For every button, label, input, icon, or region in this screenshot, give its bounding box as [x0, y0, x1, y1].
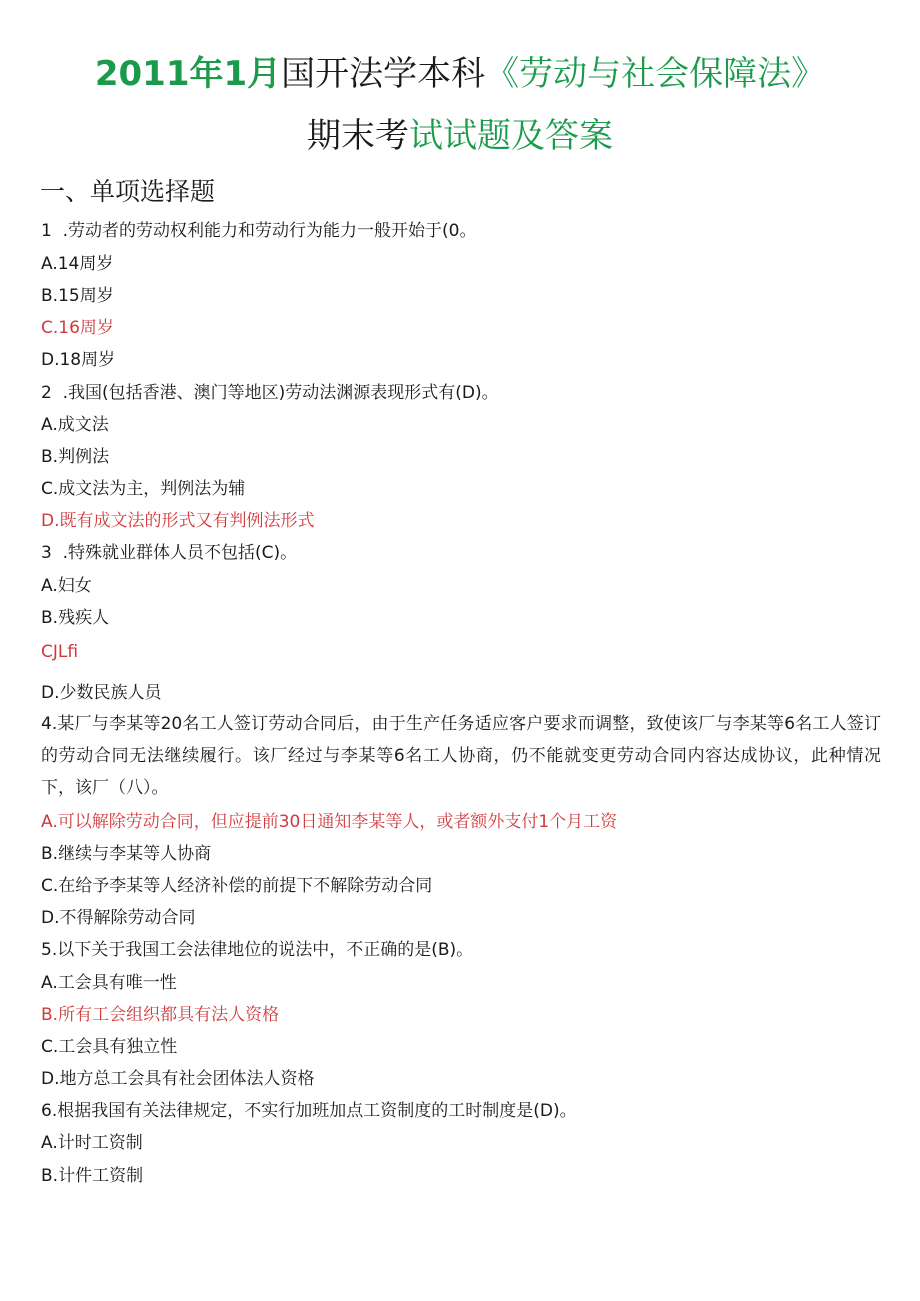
q3-option-a: A.妇女: [41, 576, 92, 596]
q4-option-c: C.在给予李某等人经济补偿的前提下不解除劳动合同: [41, 876, 433, 896]
section-heading: 一、单项选择题: [40, 177, 216, 206]
q3-option-c-answer: CJLfi: [41, 642, 79, 662]
title-program: 国开法学本科: [281, 54, 486, 94]
q1-option-c-answer: C.16周岁: [41, 318, 114, 338]
q5-option-d: D.地方总工会具有社会团体法人资格: [41, 1069, 315, 1089]
q1-option-b: B.15周岁: [41, 286, 114, 306]
document-title-line-1: [0, 52, 920, 96]
q2-option-c: C.成文法为主，判例法为辅: [41, 479, 246, 499]
q6-option-b: B.计件工资制: [41, 1166, 144, 1186]
q3-option-d: D.少数民族人员: [41, 683, 162, 703]
document-title-line-2: [0, 114, 920, 158]
question-3-stem: 3 .特殊就业群体人员不包括(C)。: [41, 543, 298, 563]
question-2-stem: 2 .我国(包括香港、澳门等地区)劳动法渊源表现形式有(D)。: [41, 383, 499, 403]
question-1-stem: 1 .劳动者的劳动权利能力和劳动行为能力一般开始于(0。: [41, 221, 477, 241]
q2-option-b: B.判例法: [41, 447, 110, 467]
q5-option-c: C.工会具有独立性: [41, 1037, 178, 1057]
q2-option-d-answer: D.既有成文法的形式又有判例法形式: [41, 511, 315, 531]
q1-option-d: D.18周岁: [41, 350, 116, 370]
q1-option-a: A.14周岁: [41, 254, 114, 274]
q4-option-d: D.不得解除劳动合同: [41, 908, 196, 928]
question-6-stem: 6.根据我国有关法律规定，不实行加班加点工资制度的工时制度是(D)。: [41, 1101, 577, 1121]
q5-option-a: A.工会具有唯一性: [41, 973, 177, 993]
question-5-stem: 5.以下关于我国工会法律地位的说法中，不正确的是(B)。: [41, 940, 474, 960]
title-course: 《劳动与社会保障法》: [485, 54, 826, 94]
q4-option-a-answer: A.可以解除劳动合同，但应提前30日通知李某等人，或者额外支付1个月工资: [41, 812, 618, 832]
q3-option-b: B.残疾人: [41, 608, 110, 628]
q5-option-b-answer: B.所有工会组织都具有法人资格: [41, 1005, 280, 1025]
title-answers: 试试题及答案: [409, 116, 613, 156]
title-exam: 期末考: [307, 116, 409, 156]
q4-option-b: B.继续与李某等人协商: [41, 844, 212, 864]
title-date: 2011年1月: [94, 54, 282, 94]
q2-option-a: A.成文法: [41, 415, 109, 435]
question-4-stem: 4.某厂与李某等20名工人签订劳动合同后，由于生产任务适应客户要求而调整，致使该厂与李某等6名工人签订的劳动合同无法继续履行。该厂经过与李某等6名工人协商，仍不能就变更劳动合同内容达成协议，此种情况下，该厂（八）。: [41, 714, 881, 798]
q6-option-a: A.计时工资制: [41, 1133, 143, 1153]
